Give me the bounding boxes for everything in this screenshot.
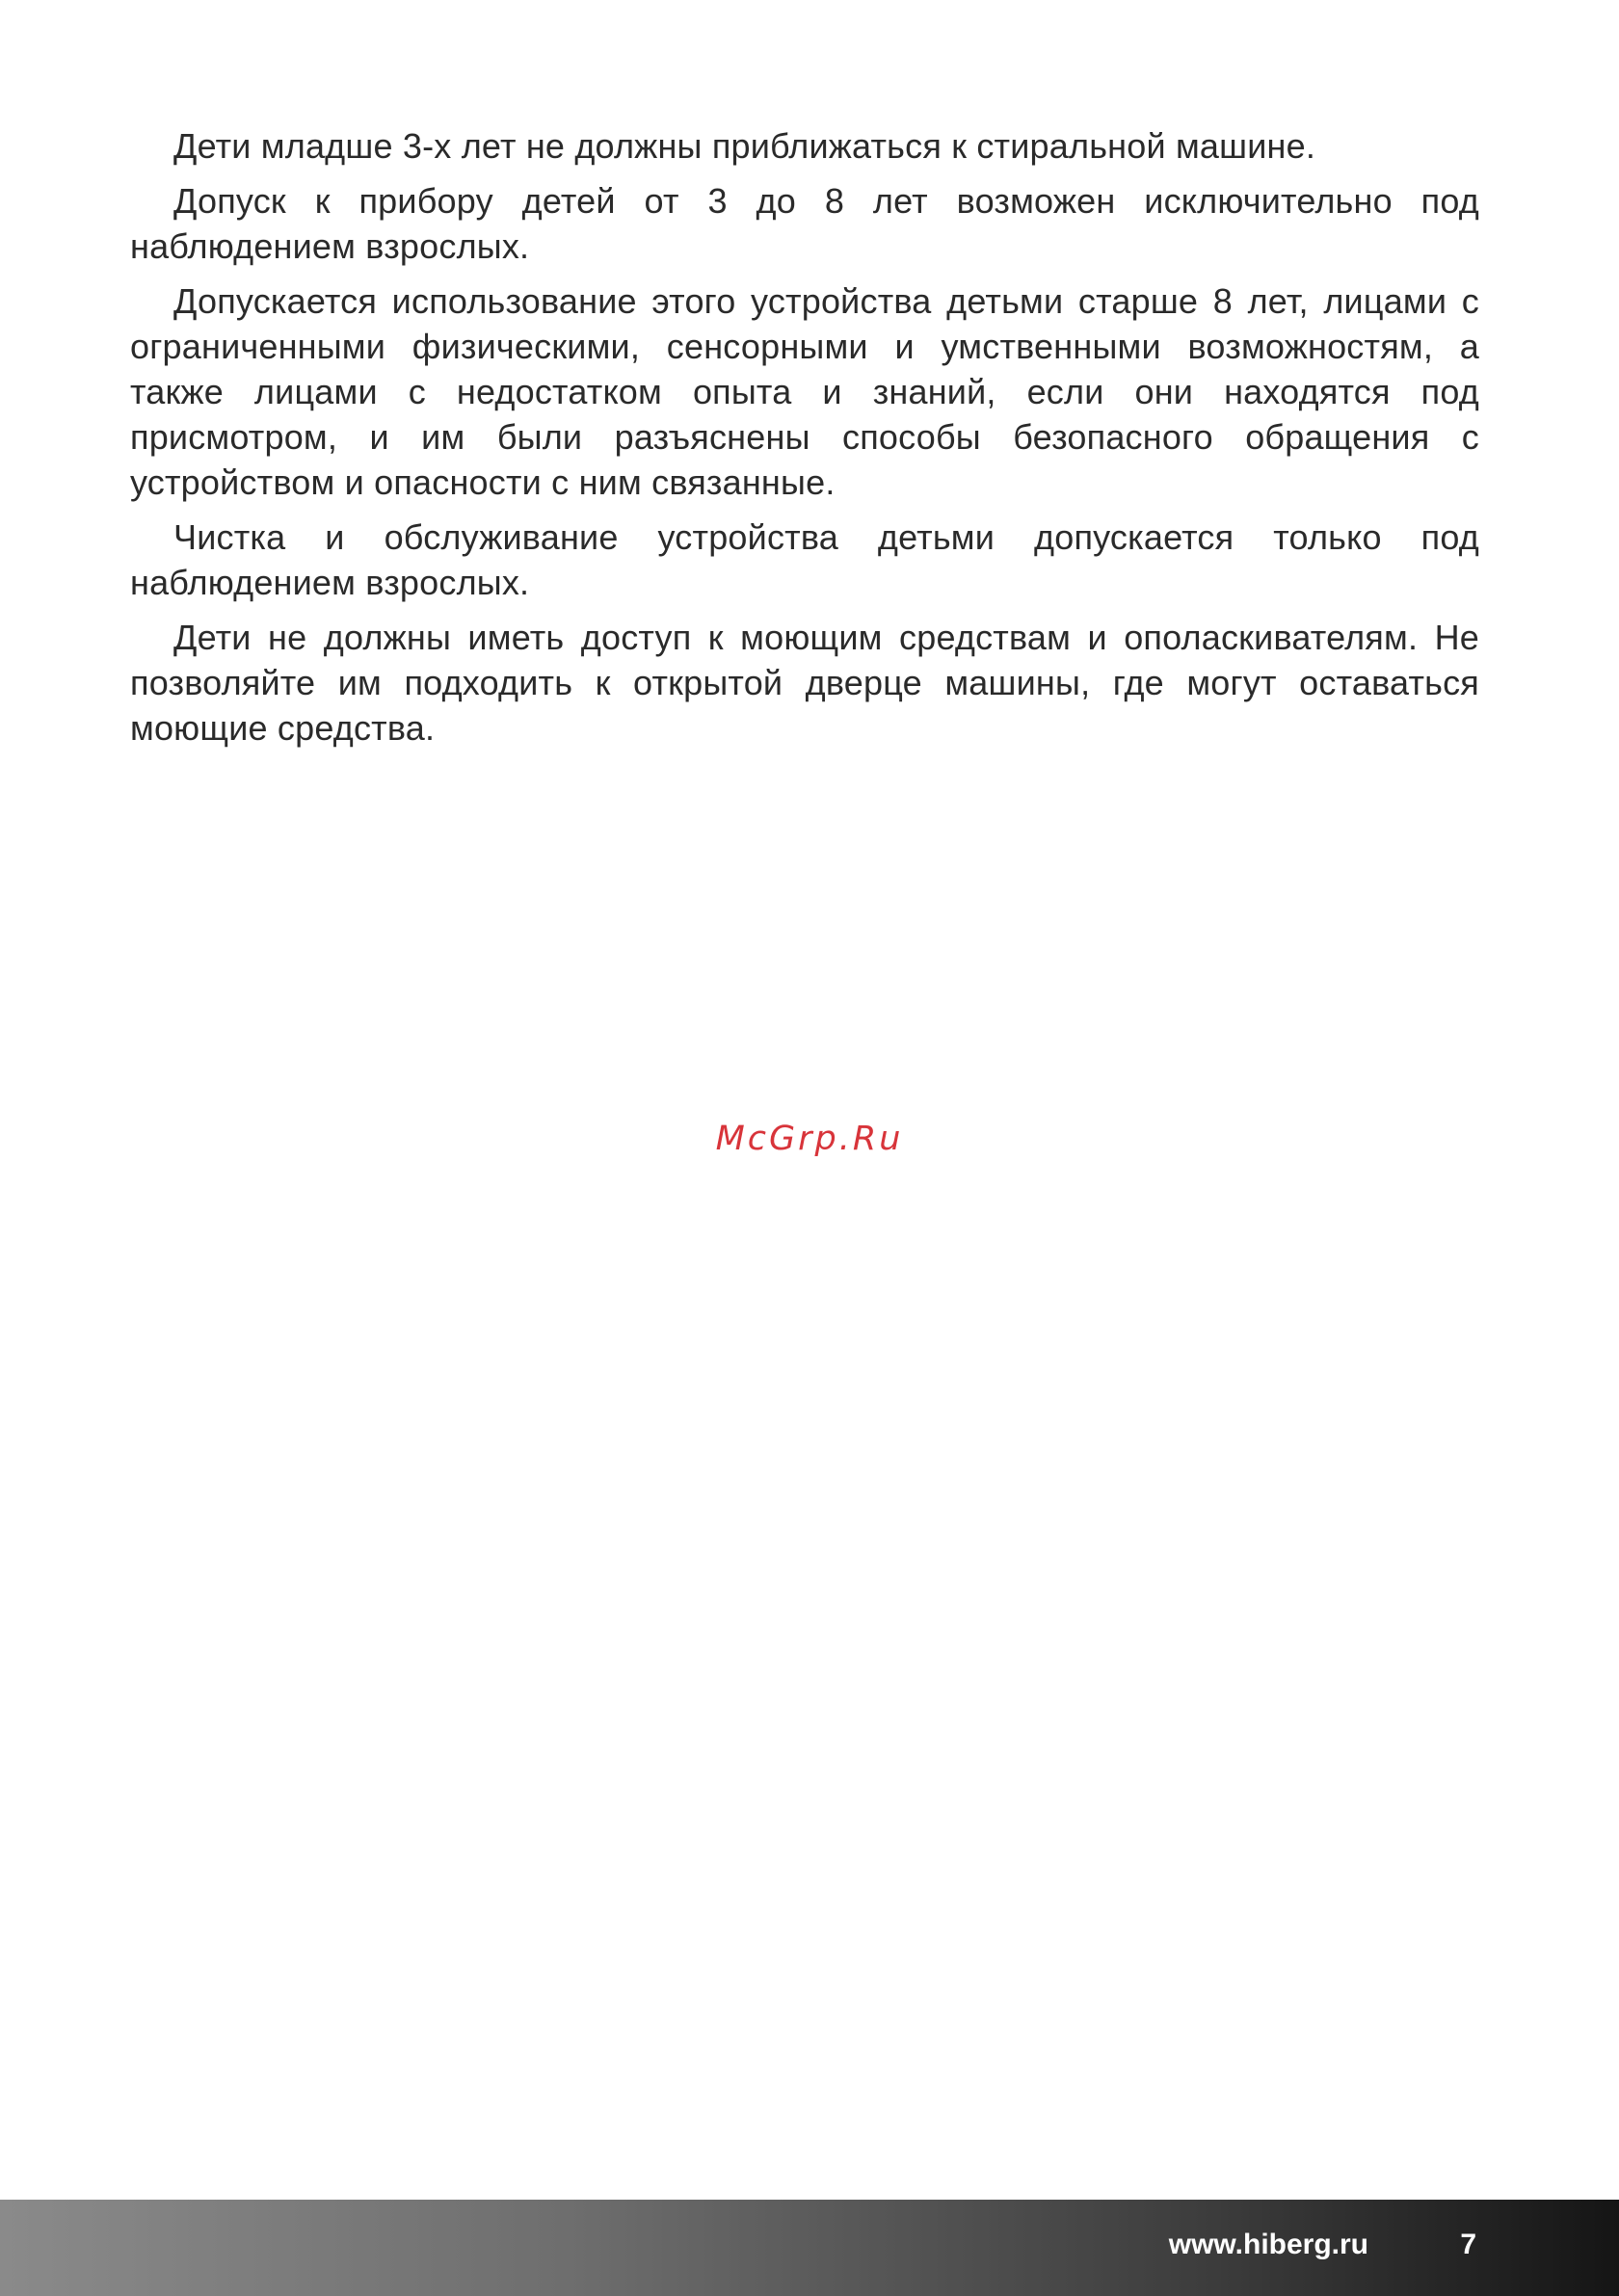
footer-website-link[interactable]: www.hiberg.ru (1168, 2229, 1368, 2260)
paragraph-children-under-3: Дети младше 3-х лет не должны приближаться к стиральной машине. (173, 126, 1316, 166)
paragraph-detergent-access: Дети не должны иметь доступ к моющим средствам и ополаскивателям. Не позволяйте им подходить к открытой дверце машины, где могут оставаться моющие средства. (130, 618, 1479, 748)
paragraph-permitted-use: Допускается использование этого устройства детьми старше 8 лет, лицами с ограниченными физическими, сенсорными и умственными возможностям, а также лицами с недостатком опыта и знаний, если они находятся под присмотром, и им были разъяснены способы безопасного обращения с устройством и опасности с ним связанные. (130, 281, 1479, 502)
paragraph-cleaning-maintenance: Чистка и обслуживание устройства детьми допускается только под наблюдением взрослых. (130, 517, 1479, 602)
page-footer (0, 2200, 1619, 2296)
paragraph-children-3-to-8: Допуск к прибору детей от 3 до 8 лет возможен исключительно под наблюдением взрослых. (130, 181, 1479, 266)
document-body (130, 123, 1479, 760)
page-number: 7 (1460, 2229, 1476, 2260)
watermark-text: McGrp.Ru (715, 1120, 904, 1158)
